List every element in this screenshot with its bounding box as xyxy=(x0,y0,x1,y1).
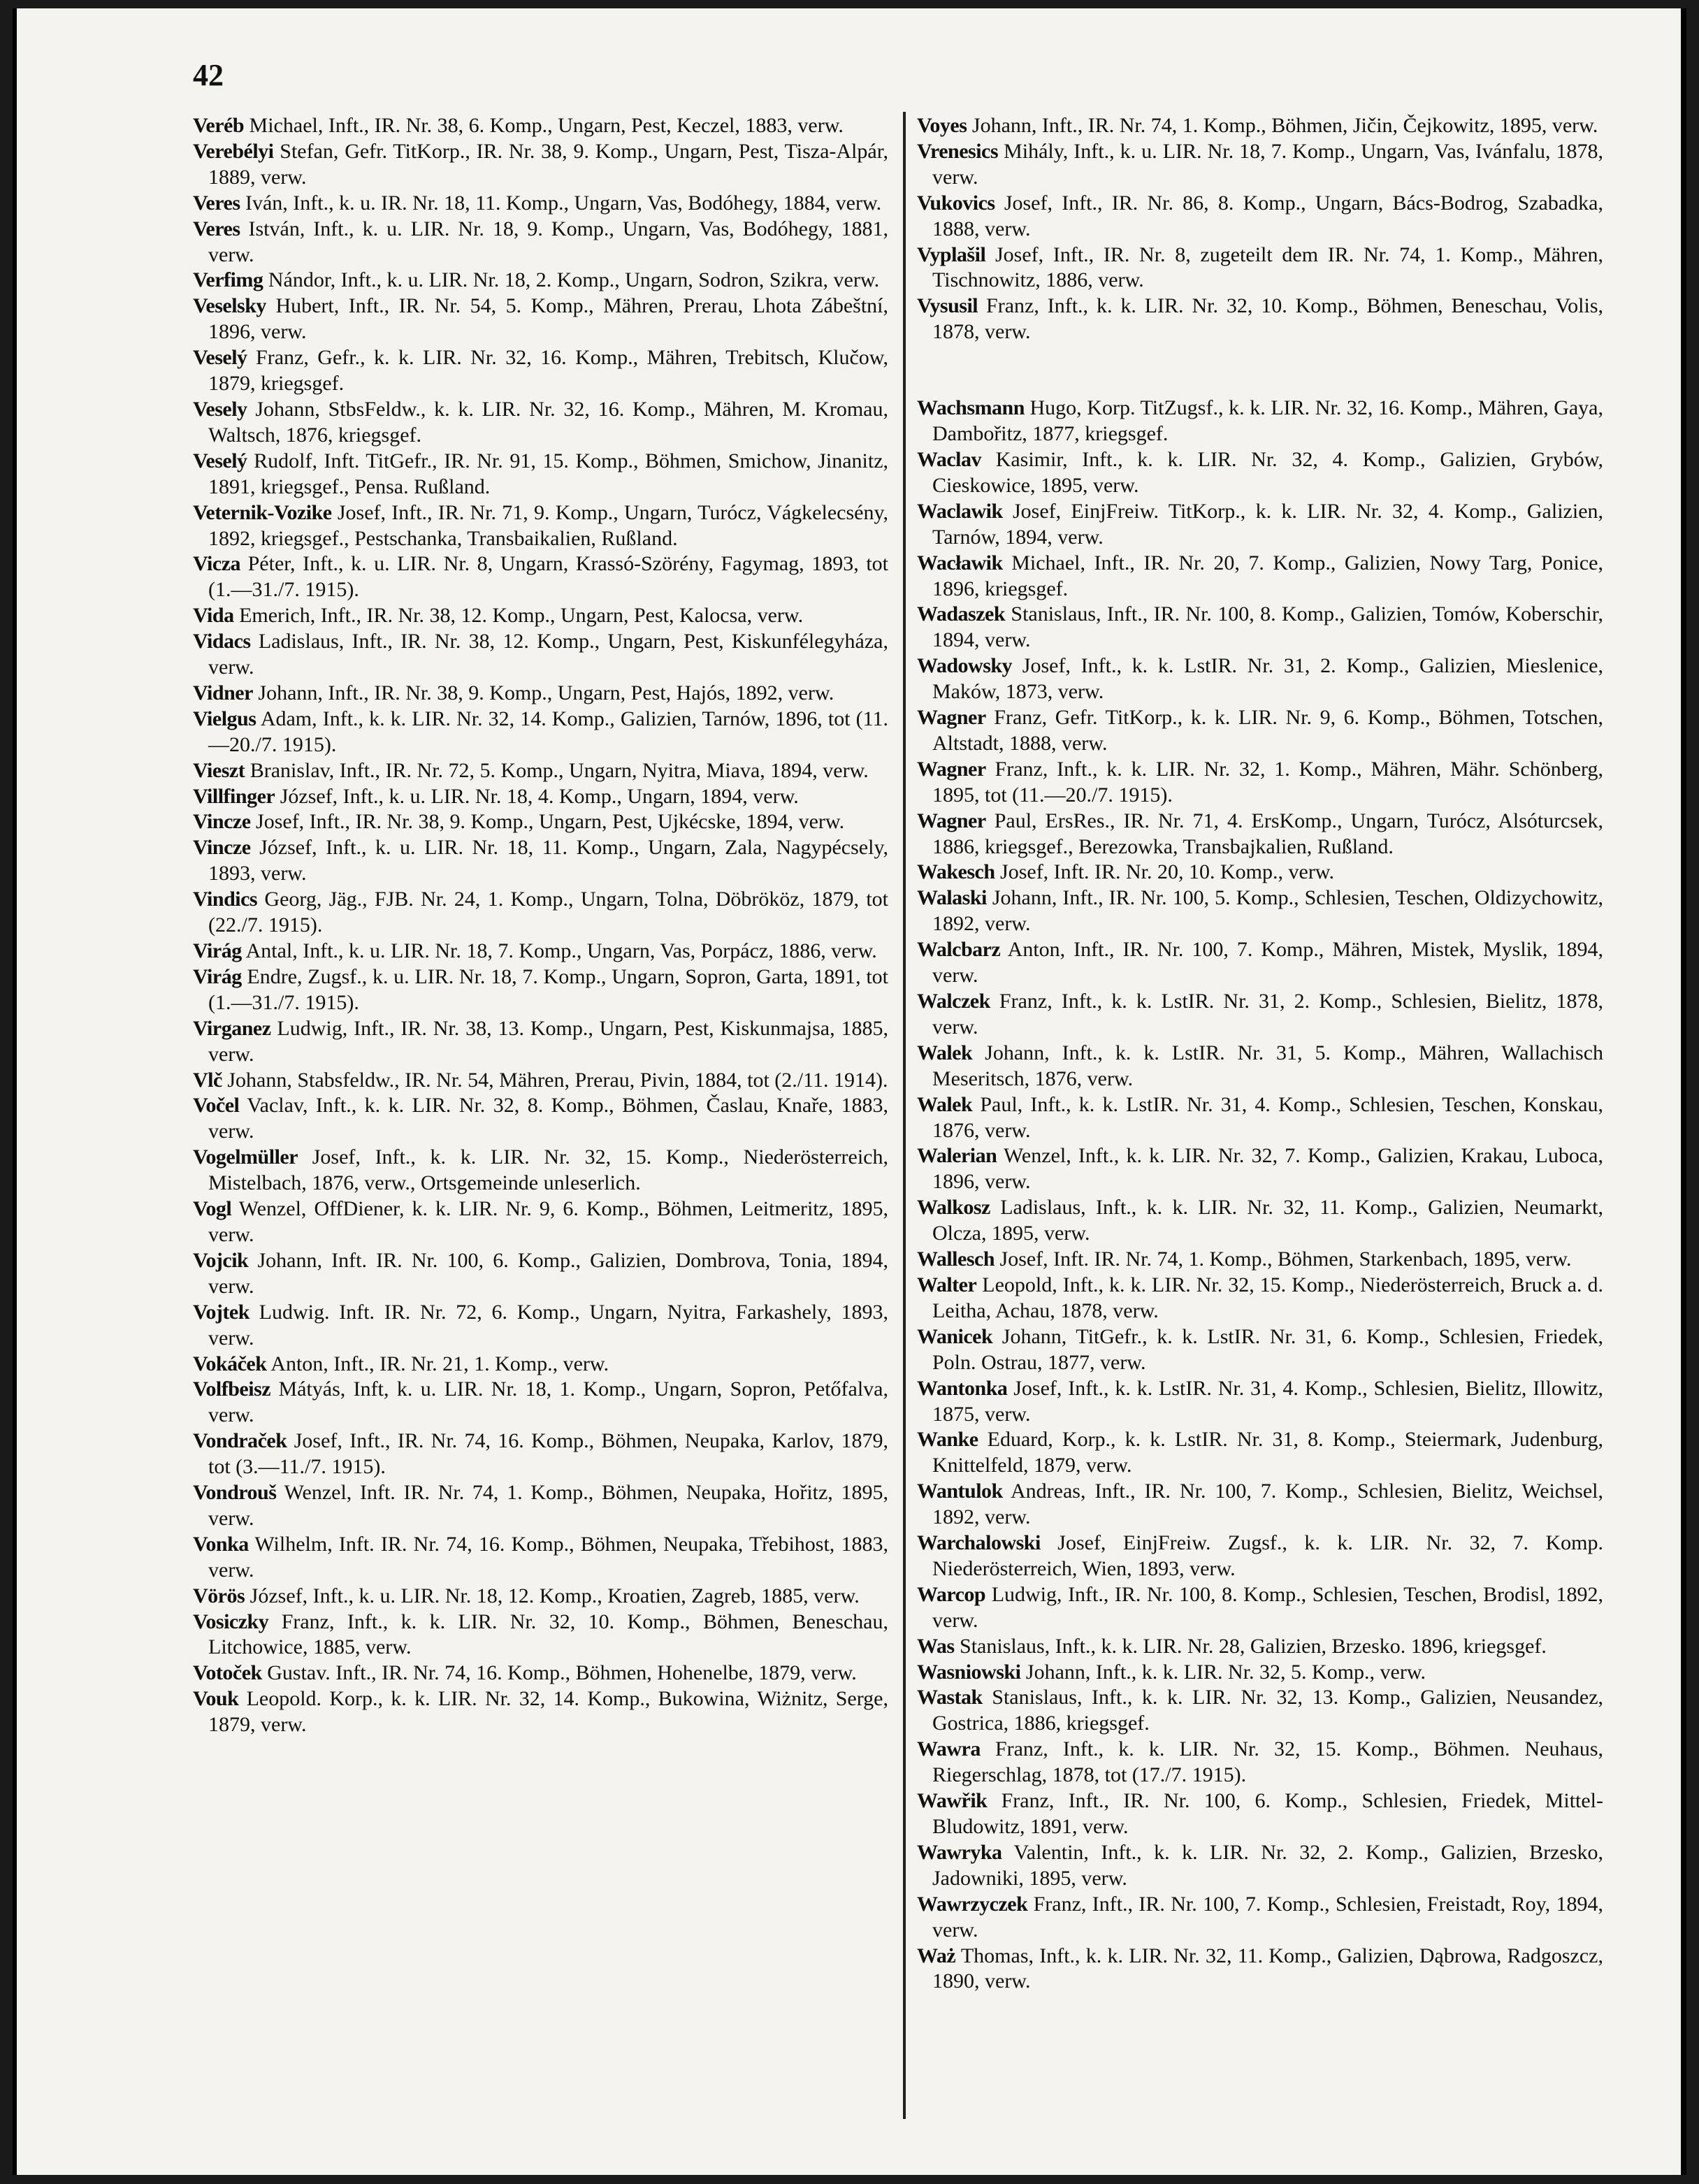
entry-details: Wenzel, OffDiener, k. k. LIR. Nr. 9, 6. Komp., Böhmen, Leitmeritz, 1895, verw. xyxy=(208,1197,889,1246)
entry-surname: Walter xyxy=(917,1273,977,1296)
entry-details: Michael, Inft., IR. Nr. 20, 7. Komp., Galizien, Nowy Targ, Ponice, 1896, kriegsgef. xyxy=(932,551,1604,600)
entry-surname: Veres xyxy=(193,217,240,240)
entry-surname: Vrenesics xyxy=(917,139,999,163)
column-divider xyxy=(903,112,906,2119)
entry-surname: Walcbarz xyxy=(917,938,1001,962)
list-entry xyxy=(193,1661,888,1686)
entry-details: Mátyás, Inft, k. u. LIR. Nr. 18, 1. Komp., Ungarn, Sopron, Petőfalva, verw. xyxy=(208,1377,888,1427)
list-entry xyxy=(193,1480,888,1532)
entry-details: Hubert, Inft., IR. Nr. 54, 5. Komp., Mähren, Prerau, Lhota Zábeštní, 1896, verw. xyxy=(208,294,888,344)
entry-details: Franz, Inft., k. k. LIR. Nr. 32, 15. Komp., Böhmen. Neuhaus, Riegerschlag, 1878, tot (17./7. 1915). xyxy=(932,1737,1604,1787)
entry-surname: Wawra xyxy=(917,1737,981,1761)
list-entry xyxy=(193,268,888,294)
entry-surname: Veselsky xyxy=(193,294,266,318)
entry-surname: Vielgus xyxy=(193,707,256,730)
entry-surname: Verfimg xyxy=(193,268,263,292)
list-entry xyxy=(193,809,888,835)
list-entry xyxy=(917,1324,1603,1376)
list-entry xyxy=(917,1685,1603,1737)
list-entry xyxy=(193,217,888,268)
list-entry xyxy=(917,705,1603,757)
list-entry xyxy=(193,964,888,1016)
list-entry xyxy=(917,1840,1603,1892)
list-entry xyxy=(193,1532,888,1584)
entry-details: Georg, Jäg., FJB. Nr. 24, 1. Komp., Ungarn, Tolna, Döbrököz, 1879, tot (22./7. 1915). xyxy=(208,888,888,937)
entry-details: Ludwig, Inft., IR. Nr. 38, 13. Komp., Ungarn, Pest, Kiskunmajsa, 1885, verw. xyxy=(208,1016,889,1066)
entry-surname: Wagner xyxy=(917,809,986,832)
entry-details: Antal, Inft., k. u. LIR. Nr. 18, 7. Komp., Ungarn, Vas, Porpácz, 1886, verw. xyxy=(245,939,877,962)
entry-surname: Vieszt xyxy=(193,758,245,782)
entry-surname: Vondraček xyxy=(193,1429,287,1453)
document-page xyxy=(13,8,1686,2175)
entry-surname: Wagner xyxy=(917,706,986,730)
list-entry xyxy=(917,1531,1603,1582)
entry-details: Josef, Inft., IR. Nr. 71, 9. Komp., Ungarn, Turócz, Vágkelecsény, 1892, kriegsgef., Pestschanka, Transbaikalien, Rußland. xyxy=(208,500,888,550)
entry-surname: Vincze xyxy=(193,810,251,834)
entry-surname: Waż xyxy=(917,1944,956,1967)
entry-surname: Wadaszek xyxy=(917,602,1006,626)
list-entry xyxy=(917,139,1603,191)
entry-details: Hugo, Korp. TitZugsf., k. k. LIR. Nr. 32, 16. Komp., Mähren, Gaya, Dambořitz, 1877, kriegsgef. xyxy=(932,396,1603,446)
entry-surname: Vörös xyxy=(193,1584,245,1607)
entry-details: Mihály, Inft., k. u. LIR. Nr. 18, 7. Komp., Ungarn, Vas, Ivánfalu, 1878, verw. xyxy=(932,139,1603,189)
entry-details: Josef, Inft., IR. Nr. 74, 16. Komp., Böhmen, Neupaka, Karlov, 1879, tot (3.—11./7. 1915). xyxy=(208,1429,889,1479)
entry-details: Johann, StbsFeldw., k. k. LIR. Nr. 32, 16. Komp., Mähren, M. Kromau, Waltsch, 1876, kriegsgef. xyxy=(208,397,889,447)
entry-details: Paul, ErsRes., IR. Nr. 71, 4. ErsKomp., Ungarn, Turócz, Alsóturcsek, 1886, kriegsgef., Berezowka, Transbajkalien, Rußland. xyxy=(932,809,1604,858)
entry-surname: Wadowsky xyxy=(917,654,1013,678)
list-entry xyxy=(193,500,888,552)
entry-surname: Wawrzyczek xyxy=(917,1892,1028,1916)
entry-details: Wenzel, Inft., k. k. LIR. Nr. 32, 7. Komp., Galizien, Krakau, Luboca, 1896, verw. xyxy=(932,1144,1603,1194)
entry-details: Josef, EinjFreiw. TitKorp., k. k. LIR. Nr. 32, 4. Komp., Galizien, Tarnów, 1894, verw. xyxy=(932,499,1604,549)
entry-surname: Vincze xyxy=(193,836,251,860)
entry-surname: Vogelmüller xyxy=(193,1145,298,1169)
entry-details: József, Inft., k. u. LIR. Nr. 18, 12. Komp., Kroatien, Zagreb, 1885, verw. xyxy=(250,1584,860,1607)
list-entry xyxy=(193,887,888,939)
entry-details: Franz, Gefr. TitKorp., k. k. LIR. Nr. 9, 6. Komp., Böhmen, Totschen, Altstadt, 1888, verw. xyxy=(932,706,1604,755)
list-entry xyxy=(193,1377,888,1429)
entry-surname: Veternik-Vozike xyxy=(193,500,332,524)
entry-details: Josef, Inft., IR. Nr. 8, zugeteilt dem IR. Nr. 74, 1. Komp., Mähren, Tischnowitz, 1886, verw. xyxy=(932,243,1604,292)
entry-surname: Wachsmann xyxy=(917,396,1025,420)
entry-details: Josef, Inft., k. k. LIR. Nr. 32, 15. Komp., Niederösterreich, Mistelbach, 1876, verw., Ortsgemeinde unleserlich. xyxy=(208,1145,888,1195)
list-entry xyxy=(917,1479,1603,1531)
list-entry xyxy=(193,681,888,707)
list-entry xyxy=(917,1092,1603,1144)
entry-surname: Vosiczky xyxy=(193,1610,269,1633)
entry-surname: Vojcik xyxy=(193,1248,249,1272)
entry-surname: Votoček xyxy=(193,1661,262,1685)
entry-surname: Vojtek xyxy=(193,1300,250,1324)
entry-details: Wenzel, Inft. IR. Nr. 74, 1. Komp., Böhmen, Neupaka, Hořitz, 1895, verw. xyxy=(208,1481,889,1530)
left-column xyxy=(193,113,888,1738)
entry-details: Eduard, Korp., k. k. LstIR. Nr. 31, 8. Komp., Steiermark, Judenburg, Knittelfeld, 1879, verw. xyxy=(932,1428,1603,1477)
entry-details: Johann, TitGefr., k. k. LstIR. Nr. 31, 6. Komp., Schlesien, Friedek, Poln. Ostrau, 1877, verw. xyxy=(932,1324,1603,1374)
entry-details: Josef, Inft., k. k. LstIR. Nr. 31, 4. Komp., Schlesien, Bielitz, Illowitz, 1875, verw. xyxy=(932,1376,1604,1426)
entry-details: Péter, Inft., k. u. LIR. Nr. 8, Ungarn, Krassó-Szörény, Fagymag, 1893, tot (1.—31./7. 1915). xyxy=(208,552,888,602)
list-entry xyxy=(917,1660,1603,1686)
entry-surname: Vogl xyxy=(193,1197,232,1221)
list-entry xyxy=(193,294,888,345)
list-entry xyxy=(917,653,1603,705)
list-entry xyxy=(193,345,888,397)
list-entry xyxy=(917,1376,1603,1428)
list-entry xyxy=(193,1145,888,1196)
list-entry xyxy=(193,1016,888,1068)
list-entry xyxy=(917,885,1603,937)
entry-surname: Voyes xyxy=(917,114,967,137)
entry-surname: Vidacs xyxy=(193,630,251,653)
list-entry xyxy=(193,835,888,887)
entry-surname: Vida xyxy=(193,604,234,628)
list-entry xyxy=(193,1196,888,1248)
entry-details: Endre, Zugsf., k. u. LIR. Nr. 18, 7. Komp., Ungarn, Sopron, Garta, 1891, tot (1.—31./7. 1915). xyxy=(208,964,889,1014)
entry-surname: Wantulok xyxy=(917,1480,1003,1503)
entry-surname: Walek xyxy=(917,1092,973,1116)
entry-surname: Vysusil xyxy=(917,294,978,318)
list-entry xyxy=(193,758,888,784)
entry-details: Anton, Inft., IR. Nr. 21, 1. Komp., verw. xyxy=(270,1352,609,1375)
entry-surname: Warchalowski xyxy=(917,1531,1041,1555)
entry-surname: Walek xyxy=(917,1041,973,1064)
entry-surname: Wakesch xyxy=(917,860,995,884)
entry-details: Stanislaus, Inft., k. k. LIR. Nr. 32, 13. Komp., Galizien, Neusandez, Gostrica, 1886, kriegsgef. xyxy=(932,1686,1604,1735)
list-entry xyxy=(917,551,1603,602)
list-entry xyxy=(193,1300,888,1352)
entry-surname: Veréb xyxy=(193,114,245,137)
entry-surname: Vondrouš xyxy=(193,1481,277,1505)
list-entry xyxy=(917,396,1603,447)
list-entry xyxy=(917,294,1603,345)
entry-details: Johann, Inft. IR. Nr. 100, 6. Komp., Galizien, Dombrova, Tonia, 1894, verw. xyxy=(208,1248,888,1298)
entry-details: Wilhelm, Inft. IR. Nr. 74, 16. Komp., Böhmen, Neupaka, Třebihost, 1883, verw. xyxy=(208,1532,888,1582)
entry-surname: Wagner xyxy=(917,757,986,781)
entry-details: Leopold, Inft., k. k. LIR. Nr. 32, 15. Komp., Niederösterreich, Bruck a. d. Leitha, Achau, 1878, verw. xyxy=(932,1273,1604,1322)
entry-details: Franz, Inft., k. k. LIR. Nr. 32, 1. Komp., Mähren, Mähr. Schönberg, 1895, tot (11.—20./7. 1915). xyxy=(932,757,1603,807)
list-entry xyxy=(193,1248,888,1300)
entry-surname: Verebélyi xyxy=(193,139,274,163)
entry-surname: Wasniowski xyxy=(917,1660,1021,1684)
entry-surname: Veres xyxy=(193,191,240,215)
list-entry xyxy=(193,139,888,191)
list-entry xyxy=(917,809,1603,860)
list-entry xyxy=(193,603,888,629)
entry-details: Franz, Inft., k. k. LIR. Nr. 32, 10. Komp., Böhmen, Beneschau, Volis, 1878, verw. xyxy=(932,294,1604,344)
entry-details: Franz, Gefr., k. k. LIR. Nr. 32, 16. Komp., Mähren, Trebitsch, Klučow, 1879, kriegsgef. xyxy=(208,346,889,396)
entry-surname: Virág xyxy=(193,964,242,988)
list-entry xyxy=(917,1944,1603,1995)
list-entry xyxy=(193,1093,888,1145)
entry-details: Johann, Inft., k. k. LIR. Nr. 32, 5. Komp., verw. xyxy=(1025,1660,1426,1684)
entry-details: Josef, Inft. IR. Nr. 74, 1. Komp., Böhmen, Starkenbach, 1895, verw. xyxy=(999,1248,1572,1271)
list-entry xyxy=(917,989,1603,1041)
list-entry xyxy=(193,1429,888,1480)
entry-details: Franz, Inft., IR. Nr. 100, 7. Komp., Schlesien, Freistadt, Roy, 1894, verw. xyxy=(932,1892,1603,1941)
entry-details: Johann, Stabsfeldw., IR. Nr. 54, Mähren, Prerau, Pivin, 1884, tot (2./11. 1914). xyxy=(227,1068,888,1092)
entry-surname: Vlč xyxy=(193,1068,222,1092)
list-entry xyxy=(917,499,1603,551)
list-entry xyxy=(193,551,888,603)
entry-details: Branislav, Inft., IR. Nr. 72, 5. Komp., Ungarn, Nyitra, Miava, 1894, verw. xyxy=(250,758,869,782)
list-entry xyxy=(917,757,1603,809)
list-entry xyxy=(917,191,1603,243)
entry-surname: Vyplašil xyxy=(917,243,986,266)
list-entry xyxy=(917,1195,1603,1247)
entry-details: István, Inft., k. u. LIR. Nr. 18, 9. Komp., Ungarn, Vas, Bodóhegy, 1881, verw. xyxy=(208,217,889,266)
entry-surname: Vonka xyxy=(193,1532,249,1556)
entry-surname: Wallesch xyxy=(917,1248,995,1271)
list-entry xyxy=(917,1582,1603,1634)
entry-surname: Walaski xyxy=(917,886,987,910)
list-entry xyxy=(917,243,1603,294)
list-entry xyxy=(193,113,888,139)
entry-details: Valentin, Inft., k. k. LIR. Nr. 32, 2. Komp., Galizien, Brzesko, Jadowniki, 1895, verw. xyxy=(932,1840,1603,1890)
section-gap xyxy=(917,345,1603,396)
entry-surname: Waclawik xyxy=(917,499,1003,523)
entry-details: Johann, Inft., IR. Nr. 38, 9. Komp., Ungarn, Pest, Hajós, 1892, verw. xyxy=(258,681,834,704)
entry-details: Rudolf, Inft. TitGefr., IR. Nr. 91, 15. Komp., Böhmen, Smichow, Jinanitz, 1891, kriegsgef., Pensa. Rußland. xyxy=(208,449,889,498)
entry-surname: Wawryka xyxy=(917,1840,1002,1864)
entry-surname: Wastak xyxy=(917,1686,983,1709)
entry-surname: Vouk xyxy=(193,1687,239,1711)
entry-details: Stanislaus, Inft., k. k. LIR. Nr. 28, Galizien, Brzesko. 1896, kriegsgef. xyxy=(960,1634,1547,1658)
list-entry xyxy=(193,1068,888,1094)
list-entry xyxy=(193,191,888,217)
entry-surname: Wanke xyxy=(917,1428,978,1452)
entry-details: Franz, Inft., k. k. LstIR. Nr. 31, 2. Komp., Schlesien, Bielitz, 1878, verw. xyxy=(932,990,1603,1039)
entry-details: Franz, Inft., IR. Nr. 100, 6. Komp., Schlesien, Friedek, Mittel-Bludowitz, 1891, verw. xyxy=(932,1789,1604,1838)
entry-surname: Was xyxy=(917,1634,955,1658)
entry-surname: Warcop xyxy=(917,1582,986,1606)
list-entry xyxy=(193,707,888,758)
list-entry xyxy=(193,1352,888,1377)
entry-details: Ladislaus, Inft., IR. Nr. 38, 12. Komp., Ungarn, Pest, Kiskunfélegyháza, verw. xyxy=(208,630,888,679)
entry-surname: Virág xyxy=(193,939,242,962)
entry-details: Adam, Inft., k. k. LIR. Nr. 32, 14. Komp., Galizien, Tarnów, 1896, tot (11.—20./7. 1915). xyxy=(208,707,888,756)
list-entry xyxy=(917,447,1603,499)
entry-details: Vaclav, Inft., k. k. LIR. Nr. 32, 8. Komp., Böhmen, Časlau, Knaře, 1883, verw. xyxy=(208,1094,888,1143)
entry-details: Franz, Inft., k. k. LIR. Nr. 32, 10. Komp., Böhmen, Beneschau, Litchowice, 1885, verw. xyxy=(208,1610,889,1659)
entry-details: Johann, Inft., k. k. LstIR. Nr. 31, 5. Komp., Mähren, Wallachisch Meseritsch, 1876, verw. xyxy=(932,1041,1604,1090)
entry-details: Nándor, Inft., k. u. LIR. Nr. 18, 2. Komp., Ungarn, Sodron, Szikra, verw. xyxy=(268,268,880,292)
entry-details: Josef, EinjFreiw. Zugsf., k. k. LIR. Nr. 32, 7. Komp. Niederösterreich, Wien, 1893, verw. xyxy=(932,1531,1603,1580)
list-entry xyxy=(193,1686,888,1738)
entry-details: Michael, Inft., IR. Nr. 38, 6. Komp., Ungarn, Pest, Keczel, 1883, verw. xyxy=(249,114,844,137)
entry-details: Stanislaus, Inft., IR. Nr. 100, 8. Komp., Galizien, Tomów, Koberschir, 1894, verw. xyxy=(932,602,1603,652)
entry-surname: Wawřik xyxy=(917,1789,988,1813)
list-entry xyxy=(193,1584,888,1610)
list-entry xyxy=(917,1041,1603,1092)
entry-surname: Virganez xyxy=(193,1016,271,1040)
entry-surname: Vočel xyxy=(193,1094,240,1118)
entry-details: Ludwig, Inft., IR. Nr. 100, 8. Komp., Schlesien, Teschen, Brodisl, 1892, verw. xyxy=(932,1582,1603,1632)
right-column-v-entries xyxy=(917,113,1603,345)
entry-surname: Vokáček xyxy=(193,1352,267,1375)
list-entry xyxy=(917,1788,1603,1840)
entry-details: Ladislaus, Inft., k. k. LIR. Nr. 32, 11. Komp., Galizien, Neumarkt, Olcza, 1895, verw. xyxy=(932,1196,1604,1245)
list-entry xyxy=(917,1247,1603,1273)
list-entry xyxy=(917,937,1603,989)
list-entry xyxy=(193,784,888,810)
list-entry xyxy=(917,1273,1603,1324)
entry-surname: Volfbeisz xyxy=(193,1377,271,1401)
entry-surname: Vesely xyxy=(193,397,247,421)
list-entry xyxy=(917,1737,1603,1788)
entry-details: Josef, Inft., IR. Nr. 86, 8. Komp., Ungarn, Bács-Bodrog, Szabadka, 1888, verw. xyxy=(932,191,1603,240)
list-entry xyxy=(917,1143,1603,1195)
entry-surname: Vidner xyxy=(193,681,253,704)
list-entry xyxy=(193,397,888,449)
list-entry xyxy=(193,939,888,964)
list-entry xyxy=(917,602,1603,653)
entry-details: Iván, Inft., k. u. IR. Nr. 18, 11. Komp., Ungarn, Vas, Bodóhegy, 1884, verw. xyxy=(245,191,882,215)
entry-surname: Wantonka xyxy=(917,1376,1008,1400)
entry-surname: Villfinger xyxy=(193,784,275,808)
entry-details: Kasimir, Inft., k. k. LIR. Nr. 32, 4. Komp., Galizien, Grybów, Cieskowice, 1895, verw. xyxy=(932,447,1604,497)
entry-surname: Walerian xyxy=(917,1144,997,1168)
entry-details: Paul, Inft., k. k. LstIR. Nr. 31, 4. Komp., Schlesien, Teschen, Konskau, 1876, verw. xyxy=(932,1092,1603,1142)
list-entry xyxy=(193,449,888,500)
entry-details: Ludwig. Inft. IR. Nr. 72, 6. Komp., Ungarn, Nyitra, Farkashely, 1893, verw. xyxy=(208,1300,889,1350)
entry-surname: Walczek xyxy=(917,990,990,1013)
page-number: 42 xyxy=(193,58,224,92)
entry-details: Josef, Inft., IR. Nr. 38, 9. Komp., Ungarn, Pest, Ujkécske, 1894, verw. xyxy=(256,810,845,834)
entry-details: Thomas, Inft., k. k. LIR. Nr. 32, 11. Komp., Galizien, Dąbrowa, Radgoszcz, 1890, verw. xyxy=(932,1944,1603,1993)
entry-surname: Vindics xyxy=(193,888,258,911)
entry-details: Josef, Inft., k. k. LstIR. Nr. 31, 2. Komp., Galizien, Mieslenice, Maków, 1873, verw. xyxy=(932,654,1603,704)
entry-details: Josef, Inft. IR. Nr. 20, 10. Komp., verw. xyxy=(1000,860,1335,884)
list-entry xyxy=(193,1610,888,1661)
list-entry xyxy=(917,1634,1603,1660)
entry-details: Leopold. Korp., k. k. LIR. Nr. 32, 14. Komp., Bukowina, Wiżnitz, Serge, 1879, verw. xyxy=(208,1687,888,1737)
entry-details: József, Inft., k. u. LIR. Nr. 18, 4. Komp., Ungarn, 1894, verw. xyxy=(280,784,799,808)
right-column-w-entries xyxy=(917,396,1603,1995)
list-entry xyxy=(193,629,888,681)
entry-details: Emerich, Inft., IR. Nr. 38, 12. Komp., Ungarn, Pest, Kalocsa, verw. xyxy=(239,604,804,628)
entry-details: József, Inft., k. u. LIR. Nr. 18, 11. Komp., Ungarn, Zala, Nagypécsely, 1893, verw. xyxy=(208,836,889,885)
entry-details: Johann, Inft., IR. Nr. 74, 1. Komp., Böhmen, Jičin, Čejkowitz, 1895, verw. xyxy=(971,114,1598,137)
right-column xyxy=(917,113,1603,1995)
entry-details: Stefan, Gefr. TitKorp., IR. Nr. 38, 9. Komp., Ungarn, Pest, Tisza-Alpár, 1889, verw. xyxy=(208,139,888,189)
list-entry xyxy=(917,113,1603,139)
entry-details: Anton, Inft., IR. Nr. 100, 7. Komp., Mähren, Mistek, Myslik, 1894, verw. xyxy=(932,938,1603,988)
entry-surname: Wacławik xyxy=(917,551,1003,574)
entry-surname: Wanicek xyxy=(917,1324,993,1348)
list-entry xyxy=(917,1892,1603,1944)
list-entry xyxy=(917,860,1603,885)
entry-details: Johann, Inft., IR. Nr. 100, 5. Komp., Schlesien, Teschen, Oldizychowitz, 1892, verw. xyxy=(932,886,1603,936)
entry-surname: Vukovics xyxy=(917,191,995,215)
entry-details: Gustav. Inft., IR. Nr. 74, 16. Komp., Böhmen, Hohenelbe, 1879, verw. xyxy=(267,1661,857,1685)
list-entry xyxy=(917,1427,1603,1479)
entry-details: Andreas, Inft., IR. Nr. 100, 7. Komp., Schlesien, Bielitz, Weichsel, 1892, verw. xyxy=(932,1480,1603,1529)
entry-surname: Walkosz xyxy=(917,1196,990,1220)
entry-surname: Waclav xyxy=(917,447,981,471)
entry-surname: Vicza xyxy=(193,552,241,576)
entry-surname: Veselý xyxy=(193,449,247,472)
entry-surname: Veselý xyxy=(193,346,247,370)
